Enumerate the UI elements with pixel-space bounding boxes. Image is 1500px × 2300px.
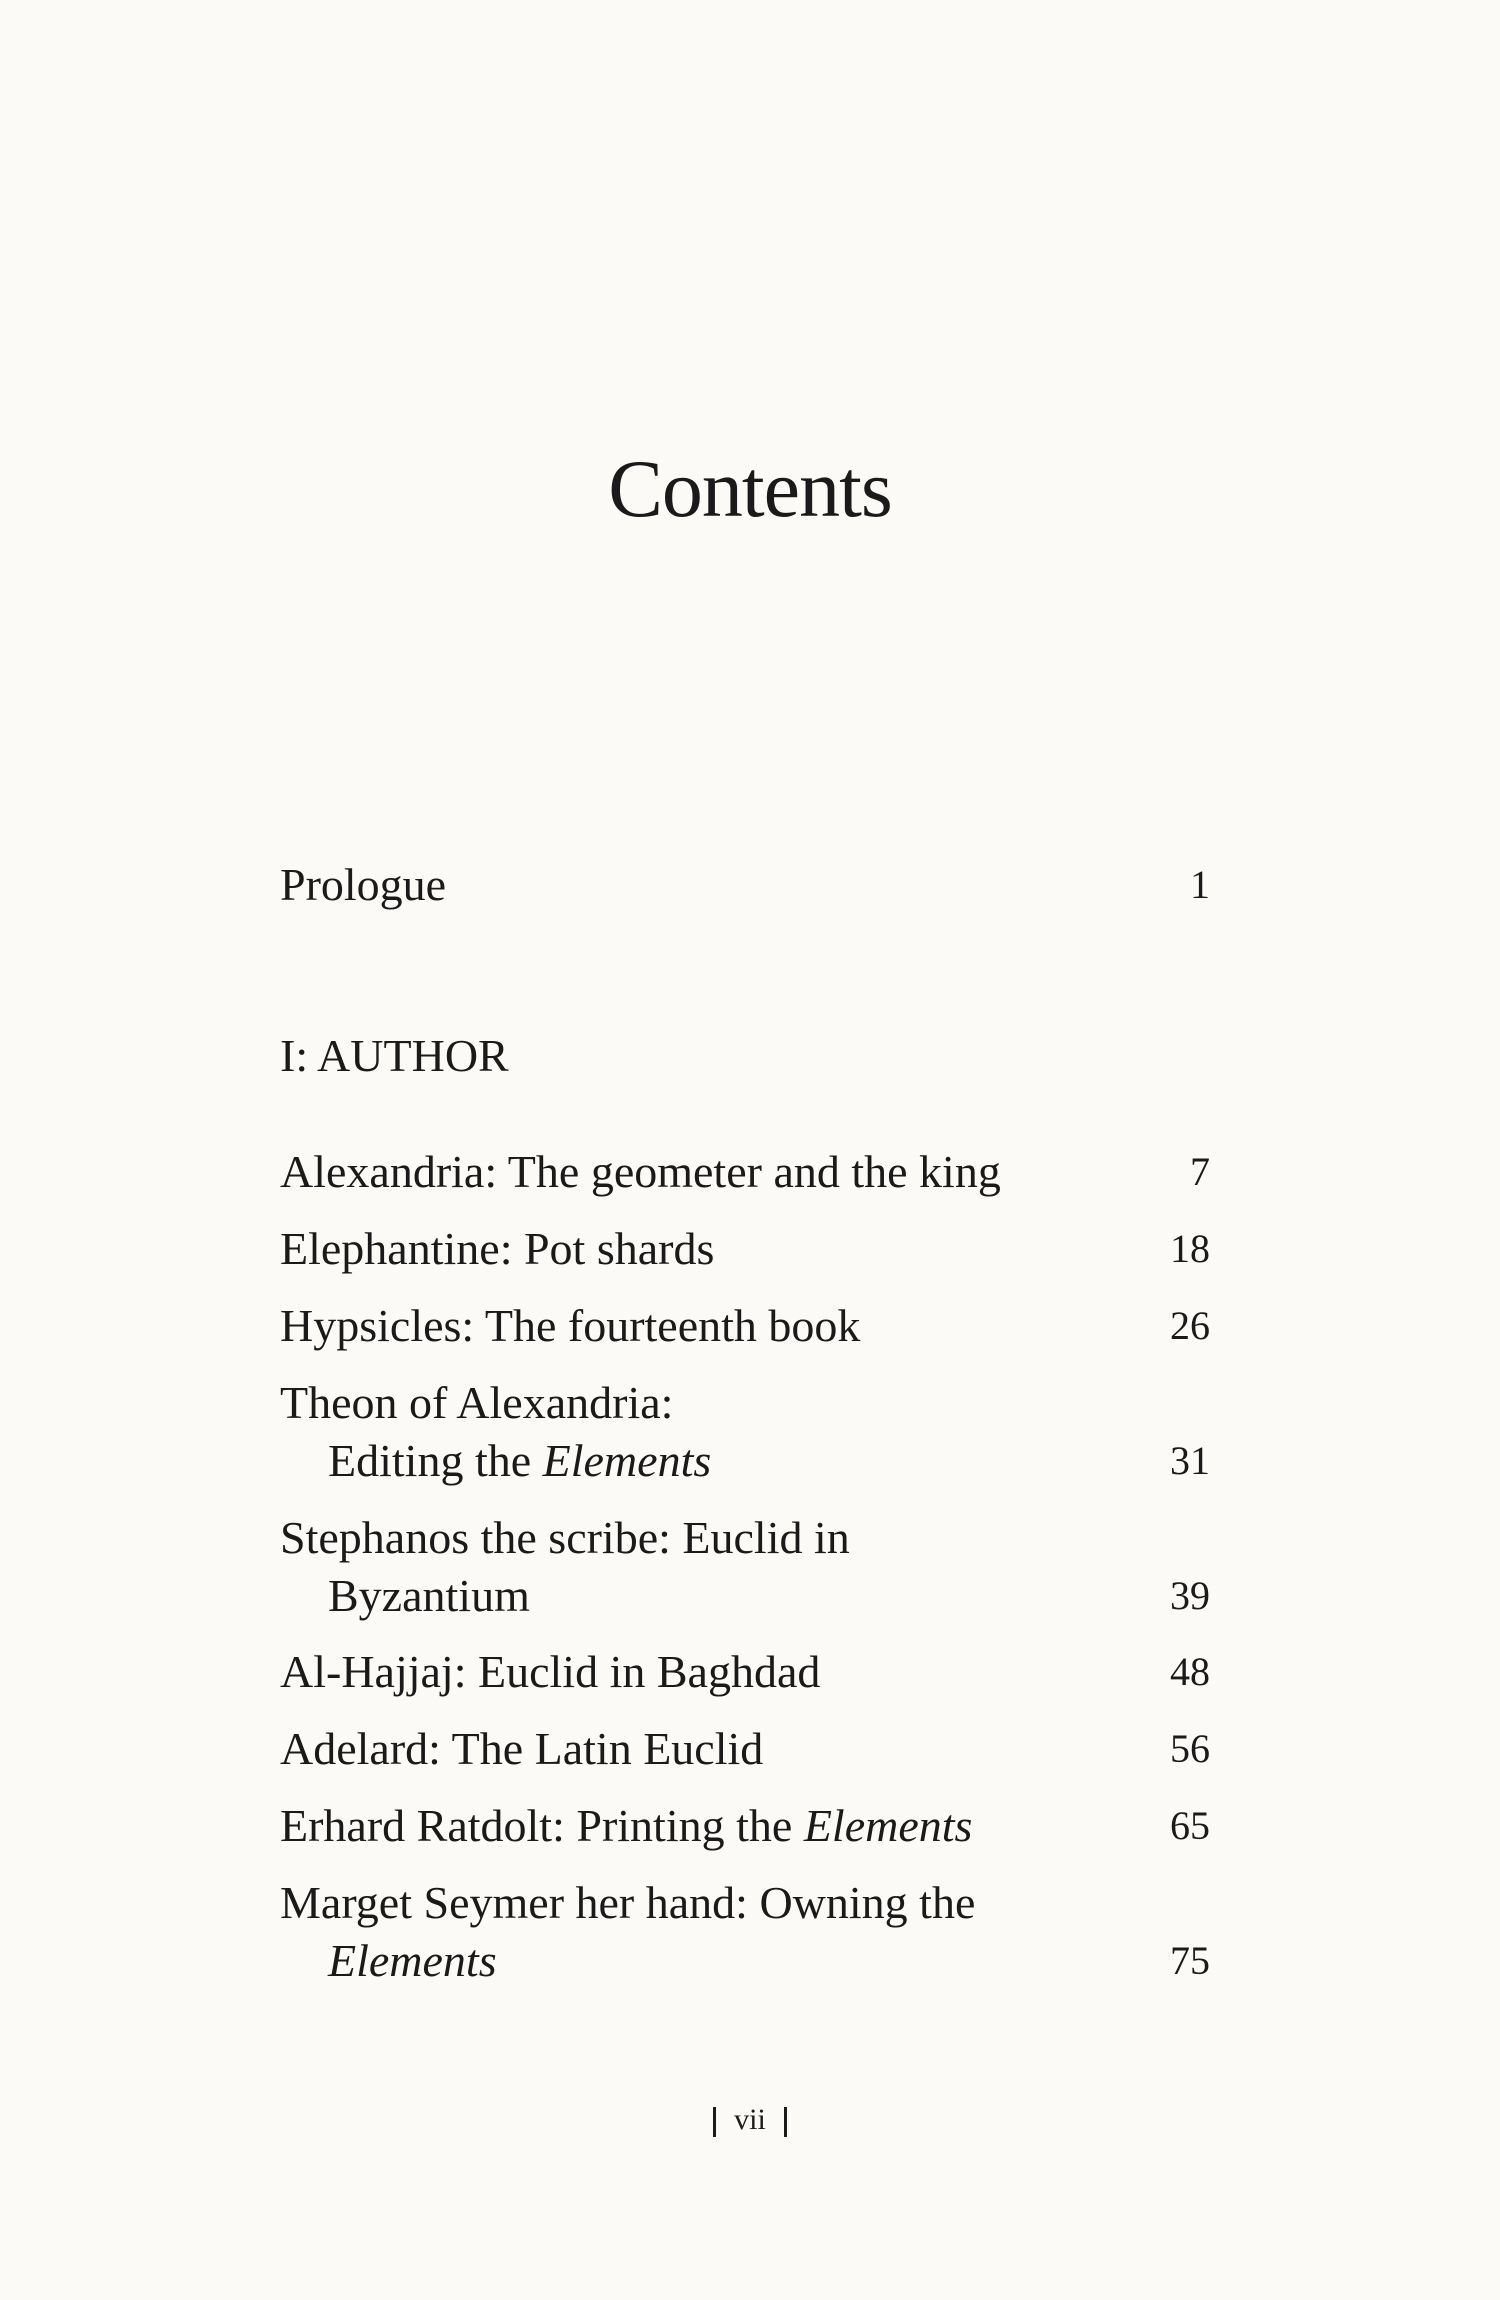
toc-entry-title [280,1374,1110,1490]
toc-entry-title: Al-Hajjaj: Euclid in Baghdad [280,1646,821,1697]
toc-entry[interactable] [280,1297,1210,1355]
toc-entry-title: Alexandria: The geometer and the king [280,1146,1001,1197]
toc-entry-title-italic: Elements [803,1800,973,1851]
folio-rule-right [784,2107,787,2137]
toc-entry[interactable] [280,1797,1210,1855]
folio-rule-left [713,2107,716,2137]
toc-entry-title-line2: Byzantium [328,1570,530,1621]
toc-entry-title-line2 [280,1435,711,1486]
toc-entry-prologue[interactable] [280,856,1210,914]
toc-entry-page: 39 [1170,1573,1210,1618]
toc-entry[interactable] [280,1220,1210,1278]
toc-entry[interactable] [280,1374,1210,1490]
toc-entry-title [280,1797,1110,1855]
toc-entry-title-italic: Elements [542,1435,712,1486]
toc-entry-page: 18 [1170,1226,1210,1271]
toc-entry[interactable] [280,1143,1210,1201]
folio-number: vii [734,2103,766,2136]
toc-entry-page: 65 [1170,1803,1210,1848]
toc-entry-page: 56 [1170,1726,1210,1771]
toc-entry-page: 1 [1190,862,1210,907]
toc-entry-title: Elephantine: Pot shards [280,1223,715,1274]
toc-entry-title-line1: Marget Seymer her hand: Owning the [280,1877,976,1928]
toc-entry[interactable] [280,1874,1210,1990]
toc-entry-title-text: Editing the [328,1435,543,1486]
toc-entry-title: Prologue [280,859,447,910]
toc-entry-title: Adelard: The Latin Euclid [280,1723,764,1774]
part-heading: I: AUTHOR [280,1030,509,1081]
toc-entry-page: 26 [1170,1303,1210,1348]
toc-entry-title-text: Erhard Ratdolt: Printing the [280,1800,804,1851]
toc-entry-title-line1: Stephanos the scribe: Euclid in [280,1512,850,1563]
toc-entry[interactable] [280,1720,1210,1778]
page-title: Contents [608,443,892,534]
toc-entry-page: 48 [1170,1649,1210,1694]
toc-entry-title-italic: Elements [328,1935,497,1986]
toc-entry-title [280,1874,1110,1990]
toc-entry-title: Hypsicles: The fourteenth book [280,1300,861,1351]
toc-entry[interactable] [280,1509,1210,1625]
toc-entry[interactable] [280,1643,1210,1701]
toc-entry-title [280,1509,1110,1625]
page-folio [0,2100,1500,2140]
toc-entry-title-line2 [280,1935,497,1986]
toc-entry-page: 75 [1170,1938,1210,1983]
toc-entry-page: 7 [1190,1149,1210,1194]
toc-entry-title-line1: Theon of Alexandria: [280,1377,674,1428]
toc-entry-page: 31 [1170,1438,1210,1483]
